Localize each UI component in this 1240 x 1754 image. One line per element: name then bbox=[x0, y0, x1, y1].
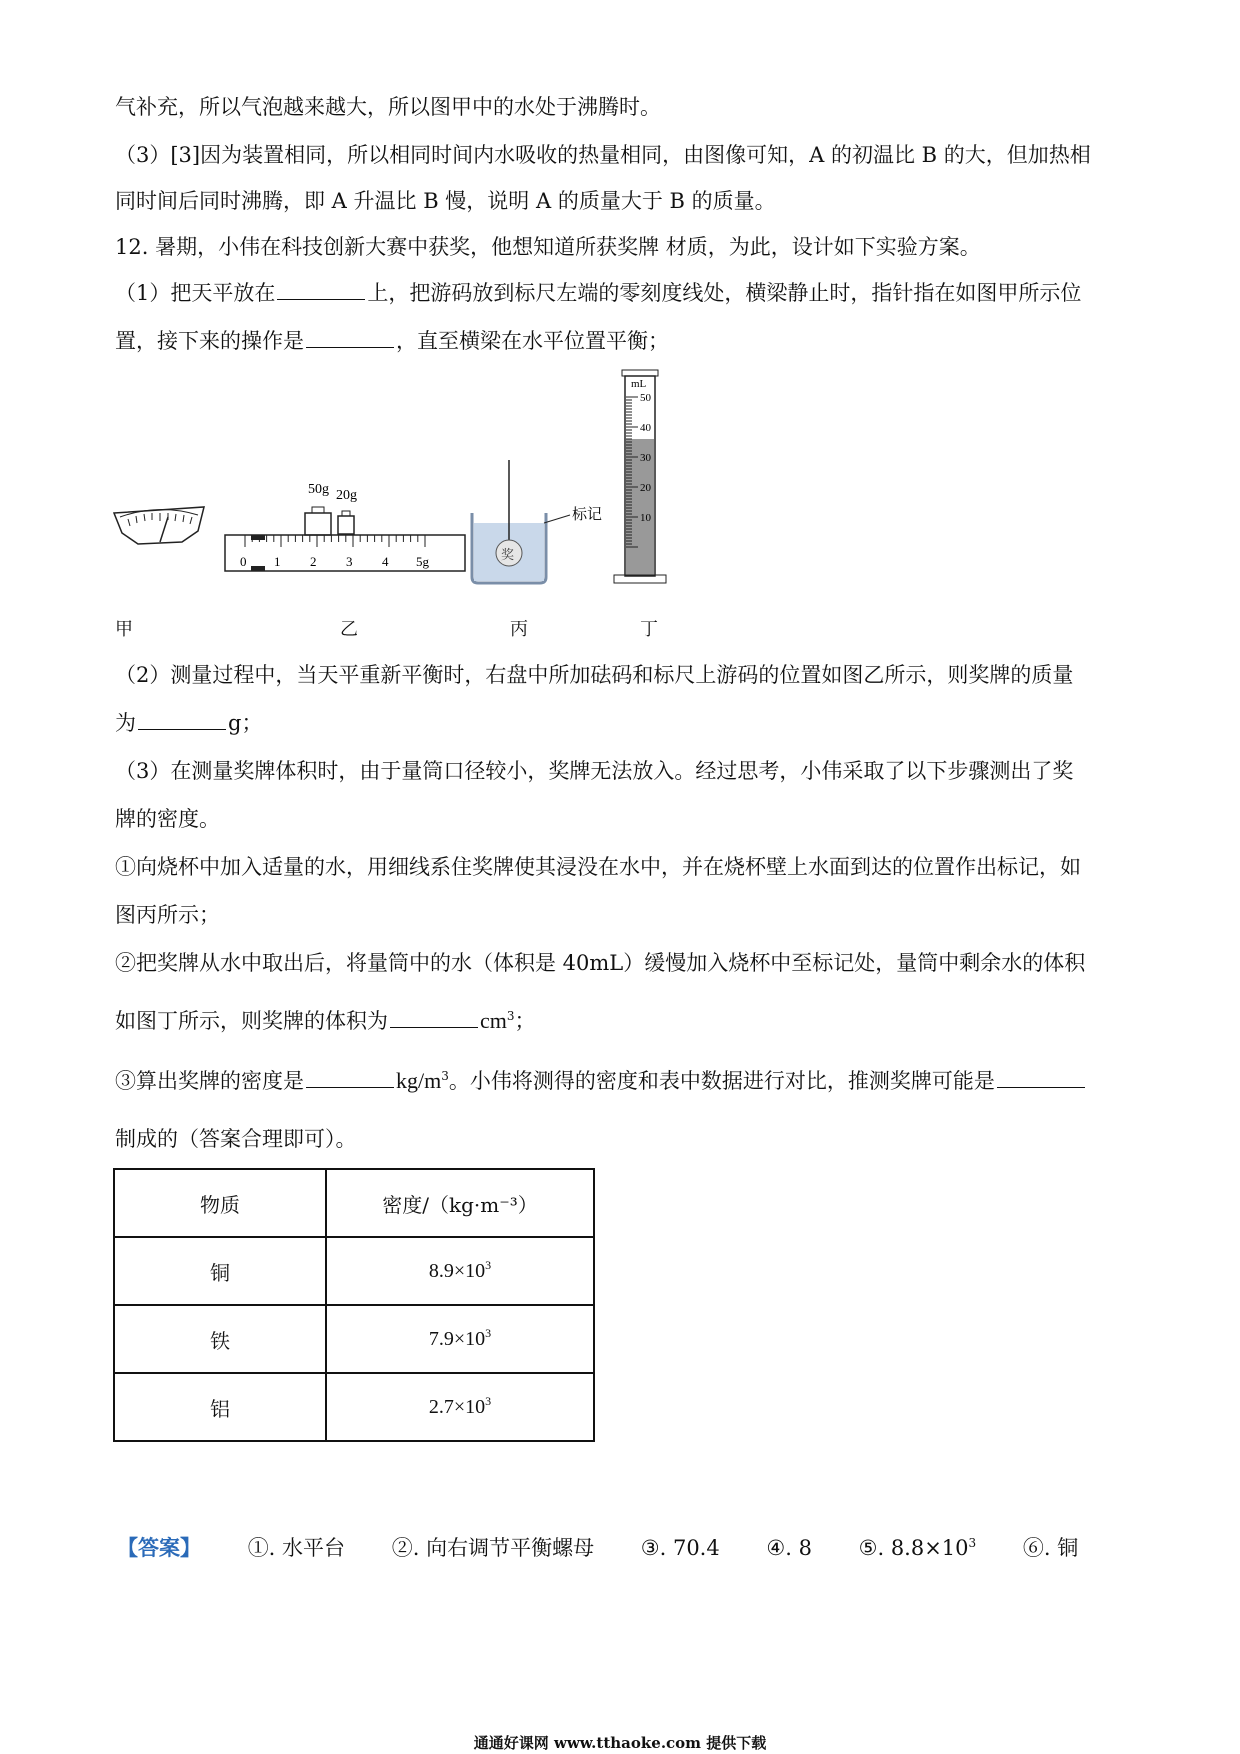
weights-ruler-figure bbox=[225, 482, 465, 571]
answer-exponent: 3 bbox=[968, 1536, 977, 1550]
step-3 bbox=[115, 1066, 1087, 1096]
experiment-figures bbox=[100, 378, 700, 615]
figure-label-jia: 甲 bbox=[115, 619, 133, 640]
table-row bbox=[114, 1305, 594, 1373]
ruler-tick-label: 4 bbox=[382, 554, 389, 569]
figure-label-yi: 乙 bbox=[340, 619, 358, 640]
question-part-1-cont bbox=[115, 326, 669, 356]
table-header: 物质 bbox=[114, 1169, 326, 1237]
text-fragment: 如图丁所示，则奖牌的体积为 bbox=[115, 1009, 388, 1033]
question-part-1 bbox=[115, 278, 1081, 308]
answer-item: ③. 70.4 bbox=[640, 1536, 720, 1560]
text-fragment: g； bbox=[228, 711, 263, 735]
weight-20g-label: 20g bbox=[336, 488, 357, 503]
text-line: （3）[3]因为装置相同，所以相同时间内水吸收的热量相同，由图像可知，A 的初温比 B 的大，但加热相 bbox=[115, 143, 1091, 167]
answer-blank bbox=[306, 1067, 394, 1088]
ruler-tick-label: 2 bbox=[310, 554, 317, 569]
answer-value: ⑤. 8.8×10 bbox=[858, 1536, 969, 1560]
question-part-3: （3）在测量奖牌体积时，由于量筒口径较小，奖牌无法放入。经过思考，小伟采取了以下步骤测出了奖 bbox=[115, 759, 1074, 783]
table-header: 密度/（kg·m⁻³） bbox=[326, 1169, 594, 1237]
page-footer: 通通好课网 www.tthaoke.com 提供下载 bbox=[473, 1734, 767, 1752]
step-2-cont bbox=[115, 1006, 536, 1036]
text-line: 制成的（答案合理即可）。 bbox=[115, 1127, 357, 1151]
ruler-tick-label: 3 bbox=[346, 554, 353, 569]
ruler-tick-label: 1 bbox=[274, 554, 281, 569]
density-cell bbox=[326, 1237, 594, 1305]
density-table bbox=[113, 1168, 595, 1442]
text-fragment: 为 bbox=[115, 711, 136, 735]
beaker-figure bbox=[472, 460, 602, 583]
text-fragment: ； bbox=[514, 1009, 536, 1033]
cylinder-unit: mL bbox=[631, 378, 647, 390]
cylinder-tick-label: 20 bbox=[640, 482, 651, 494]
text-line: 图丙所示； bbox=[115, 903, 220, 927]
balance-dial-figure bbox=[114, 507, 204, 544]
density-value: 8.9×10 bbox=[428, 1259, 486, 1282]
answer-tag: 【答案】 bbox=[117, 1535, 201, 1560]
medal-label: 奖 bbox=[501, 547, 515, 562]
text-line: 牌的密度。 bbox=[115, 807, 220, 831]
weight-50g-label: 50g bbox=[308, 482, 329, 497]
density-value: 7.9×10 bbox=[428, 1327, 486, 1350]
unit-exponent: 3 bbox=[441, 1069, 449, 1083]
material-cell: 铜 bbox=[114, 1237, 326, 1305]
text-line: 同时间后同时沸腾，即 A 升温比 B 慢，说明 A 的质量大于 B 的质量。 bbox=[115, 189, 776, 213]
text-fragment: （1）把天平放在 bbox=[115, 281, 276, 305]
question-part-2: （2）测量过程中，当天平重新平衡时，右盘中所加砝码和标尺上游码的位置如图乙所示，则奖牌的质量 bbox=[115, 663, 1074, 687]
text-fragment: 。小伟将测得的密度和表中数据进行对比，推测奖牌可能是 bbox=[448, 1069, 995, 1093]
density-exponent: 3 bbox=[485, 1393, 492, 1408]
question-part-2-cont bbox=[115, 708, 262, 738]
question-12-stem: 12. 暑期，小伟在科技创新大赛中获奖，他想知道所获奖牌 材质，为此，设计如下实验方案。 bbox=[115, 235, 981, 259]
cylinder-tick-label: 10 bbox=[640, 512, 651, 524]
table-row bbox=[114, 1373, 594, 1441]
text-fragment: ，直至横梁在水平位置平衡； bbox=[396, 329, 669, 353]
answer-blank bbox=[997, 1067, 1085, 1088]
material-cell: 铝 bbox=[114, 1373, 326, 1441]
answer-item bbox=[859, 1536, 977, 1560]
step-2: ②把奖牌从水中取出后，将量筒中的水（体积是 40mL）缓慢加入烧杯中至标记处，量筒中剩余水的体积 bbox=[115, 951, 1086, 975]
density-exponent: 3 bbox=[485, 1257, 492, 1272]
answer-item: ⑥. 铜 bbox=[1022, 1536, 1079, 1560]
material-cell: 铁 bbox=[114, 1305, 326, 1373]
figure-label-bing: 丙 bbox=[510, 619, 528, 640]
step-1: ①向烧杯中加入适量的水，用细线系住奖牌使其浸没在水中，并在烧杯壁上水面到达的位置作出标记，如 bbox=[115, 855, 1081, 879]
graduated-cylinder-figure bbox=[614, 370, 666, 583]
answer-blank bbox=[306, 327, 394, 348]
ruler-tick-label: 0 bbox=[240, 554, 247, 569]
answer-item: ④. 8 bbox=[766, 1536, 812, 1560]
table-row bbox=[114, 1237, 594, 1305]
density-exponent: 3 bbox=[485, 1325, 492, 1340]
ruler-tick-label: 5g bbox=[416, 554, 429, 569]
table-header-row bbox=[114, 1169, 594, 1237]
unit-kg-m3: kg/m bbox=[396, 1068, 442, 1093]
density-cell bbox=[326, 1373, 594, 1441]
answer-item: ②. 向右调节平衡螺母 bbox=[391, 1536, 595, 1560]
unit-exponent: 3 bbox=[506, 1009, 515, 1023]
answer-item: ①. 水平台 bbox=[247, 1536, 346, 1560]
text-fragment: 置，接下来的操作是 bbox=[115, 329, 304, 353]
text-fragment: ③算出奖牌的密度是 bbox=[115, 1069, 304, 1093]
text-fragment: 上，把游码放到标尺左端的零刻度线处，横梁静止时，指针指在如图甲所示位 bbox=[367, 281, 1082, 305]
cylinder-tick-label: 50 bbox=[640, 392, 651, 404]
answer-blank bbox=[138, 709, 226, 730]
mark-label: 标记 bbox=[572, 507, 603, 523]
density-cell bbox=[326, 1305, 594, 1373]
text-line: 气补充，所以气泡越来越大，所以图甲中的水处于沸腾时。 bbox=[115, 95, 661, 119]
density-value: 2.7×10 bbox=[428, 1395, 486, 1418]
answer-blank bbox=[390, 1007, 478, 1028]
answer-line bbox=[117, 1532, 1078, 1562]
cylinder-tick-label: 40 bbox=[640, 422, 651, 434]
answer-blank bbox=[277, 279, 365, 300]
cylinder-tick-label: 30 bbox=[640, 452, 651, 464]
unit-cm: cm bbox=[480, 1008, 507, 1033]
figure-label-ding: 丁 bbox=[640, 619, 658, 640]
